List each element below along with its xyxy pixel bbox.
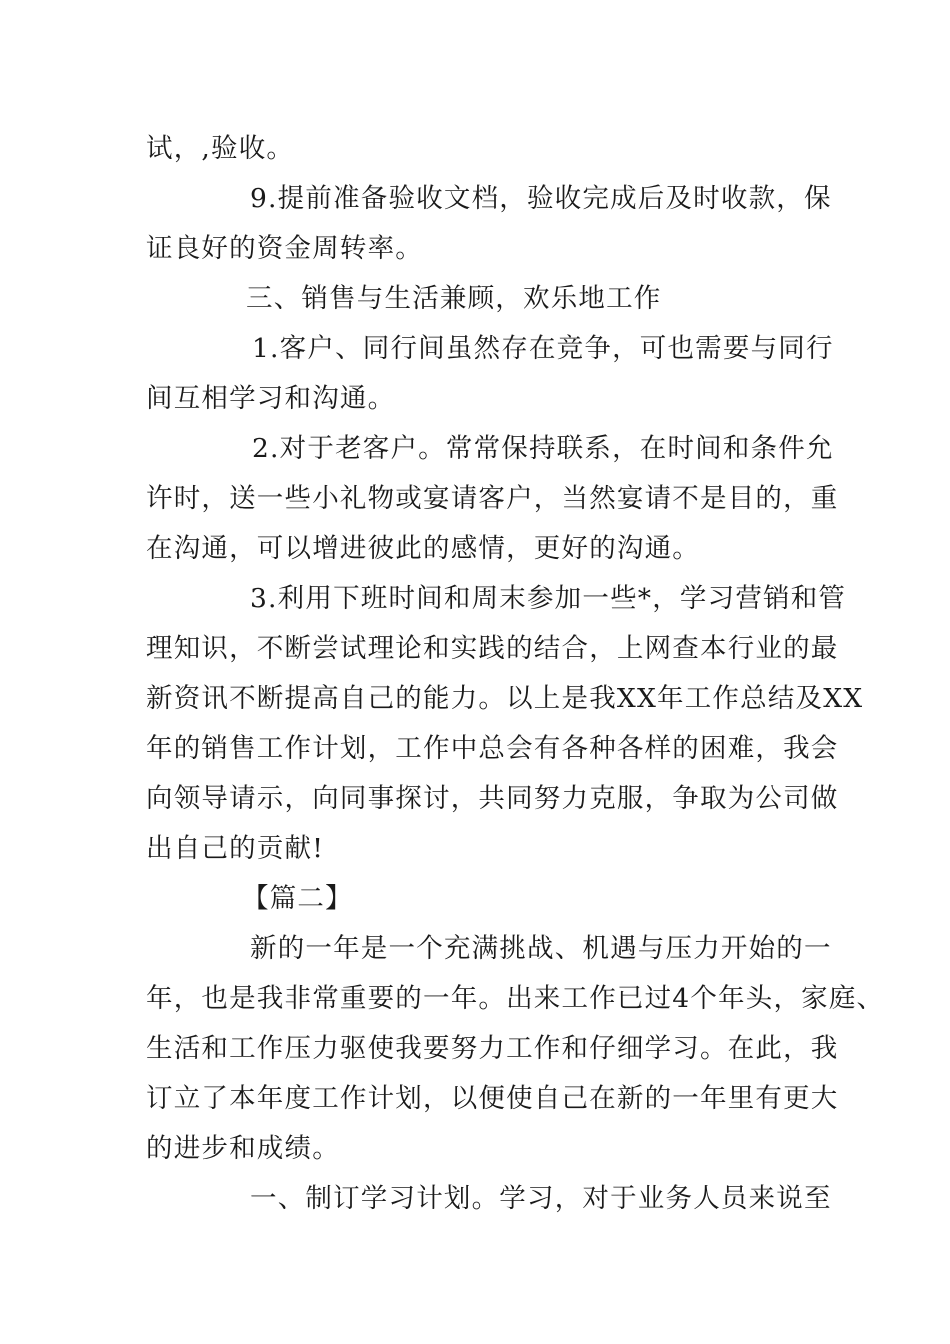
text-line: 试，,验收。 (146, 133, 295, 164)
text-line: 许时，送一些小礼物或宴请客户，当然宴请不是目的，重 (146, 483, 839, 514)
text-line: 1.客户、同行间虽然存在竞争，可也需要与同行 (252, 333, 834, 364)
text-line: 新资讯不断提高自己的能力。以上是我XX年工作总结及XX (146, 683, 864, 714)
text-line: 在沟通，可以增进彼此的感情，更好的沟通。 (146, 533, 700, 564)
text-line: 订立了本年度工作计划，以便使自己在新的一年里有更大 (146, 1083, 839, 1114)
text-line: 理知识，不断尝试理论和实践的结合，上网查本行业的最 (146, 633, 839, 664)
text-line: 生活和工作压力驱使我要努力工作和仔细学习。在此，我 (146, 1033, 839, 1064)
text-line: 间互相学习和沟通。 (146, 383, 396, 414)
text-line: 2.对于老客户。常常保持联系，在时间和条件允 (252, 433, 834, 464)
section-heading: 三、销售与生活兼顾，欢乐地工作 (246, 283, 662, 314)
text-line: 新的一年是一个充满挑战、机遇与压力开始的一 (250, 933, 832, 964)
text-line: 的进步和成绩。 (146, 1133, 340, 1164)
text-line: 向领导请示，向同事探讨，共同努力克服，争取为公司做 (146, 783, 839, 814)
section-heading: 【篇二】 (242, 883, 353, 914)
text-line: 一、制订学习计划。学习，对于业务人员来说至 (250, 1183, 832, 1214)
text-line: 证良好的资金周转率。 (146, 233, 423, 264)
text-line: 出自己的贡献! (146, 833, 325, 864)
text-line: 3.利用下班时间和周末参加一些*，学习营销和管 (250, 583, 847, 614)
text-line: 9.提前准备验收文档，验收完成后及时收款，保 (250, 183, 832, 214)
text-line: 年的销售工作计划，工作中总会有各种各样的困难，我会 (146, 733, 839, 764)
text-line: 年，也是我非常重要的一年。出来工作已过4个年头，家庭、 (146, 983, 885, 1014)
